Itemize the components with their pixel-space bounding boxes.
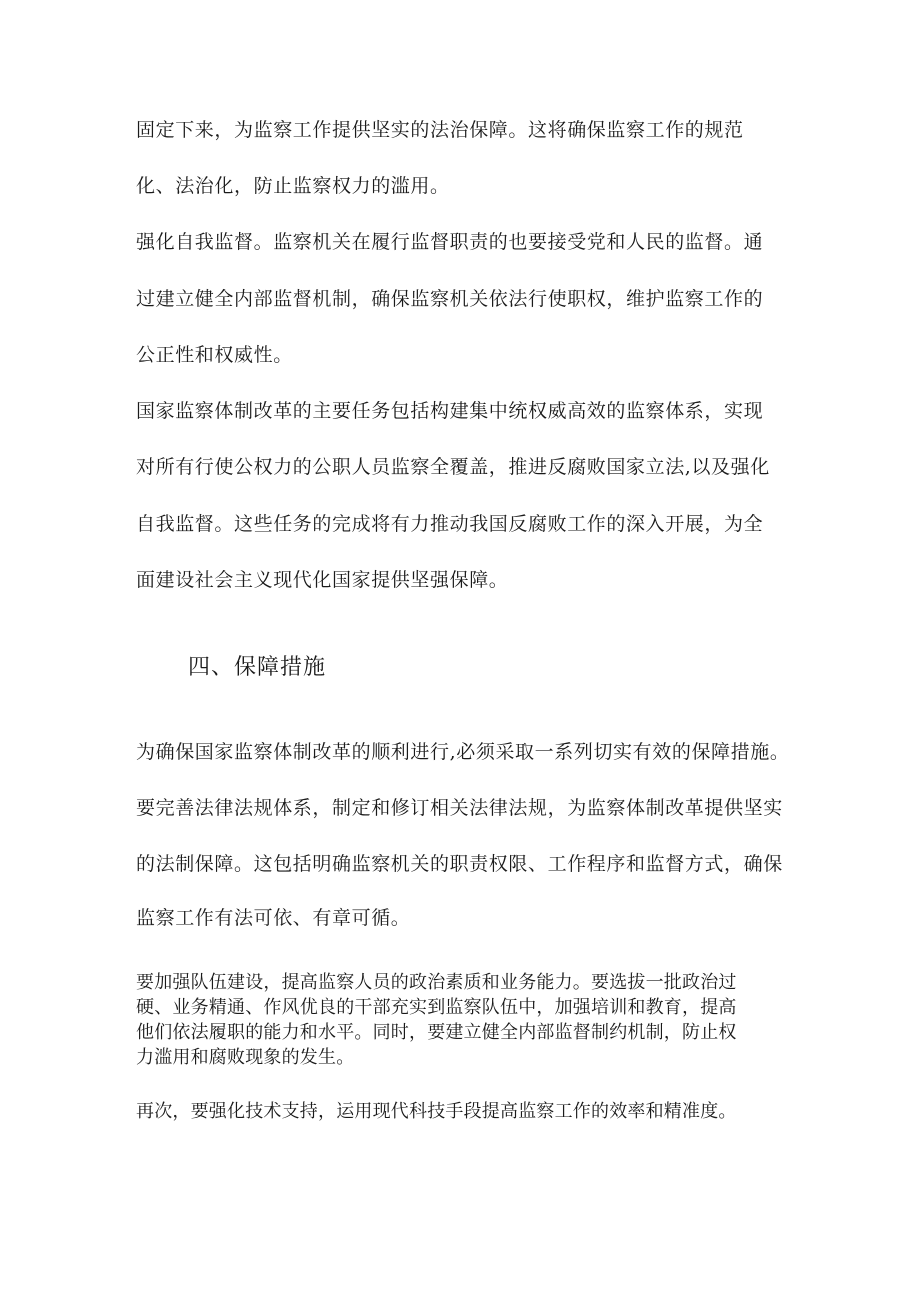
paragraph-line: 自我监督。这些任务的完成将有力推动我国反腐败工作的深入开展，为全 — [136, 513, 764, 535]
paragraph-line: 要加强队伍建设，提高监察人员的政治素质和业务能力。要选拔一批政治过 — [136, 972, 737, 993]
paragraph-line: 公正性和权威性。 — [136, 344, 293, 366]
paragraph-line: 化、法治化，防止监察权力的滥用。 — [136, 175, 450, 197]
paragraph-line: 力滥用和腐败现象的发生。 — [136, 1047, 355, 1068]
paragraph-line: 为确保国家监察体制改革的顺利进行,必须采取一系列切实有效的保障措施。 — [136, 741, 790, 763]
section-heading: 四、保障措施 — [188, 655, 327, 680]
paragraph-line: 再次，要强化技术支持，运用现代科技手段提高监察工作的效率和精准度。 — [136, 1101, 737, 1122]
paragraph-line: 他们依法履职的能力和水平。同时，要建立健全内部监督制约机制，防止权 — [136, 1022, 737, 1043]
paragraph-line: 国家监察体制改革的主要任务包括构建集中统权威高效的监察体系，实现 — [136, 400, 764, 422]
paragraph-line: 强化自我监督。监察机关在履行监督职责的也要接受党和人民的监督。通 — [136, 231, 764, 253]
paragraph-line: 过建立健全内部监督机制，确保监察机关依法行使职权，维护监察工作的 — [136, 288, 764, 310]
paragraph-line: 对所有行使公权力的公职人员监察全覆盖，推进反腐败国家立法,以及强化 — [136, 456, 770, 478]
paragraph-line: 固定下来，为监察工作提供坚实的法治保障。这将确保监察工作的规范 — [136, 119, 744, 141]
paragraph-line: 硬、业务精通、作风优良的干部充实到监察队伍中，加强培训和教育，提高 — [136, 997, 737, 1018]
paragraph-line: 要完善法律法规体系，制定和修订相关法律法规，为监察体制改革提供坚实 — [136, 797, 783, 819]
paragraph-line: 面建设社会主义现代化国家提供坚强保障。 — [136, 569, 509, 591]
paragraph-line: 的法制保障。这包括明确监察机关的职责权限、工作程序和监督方式，确保 — [136, 853, 783, 875]
paragraph-line: 监察工作有法可依、有章可循。 — [136, 907, 411, 929]
